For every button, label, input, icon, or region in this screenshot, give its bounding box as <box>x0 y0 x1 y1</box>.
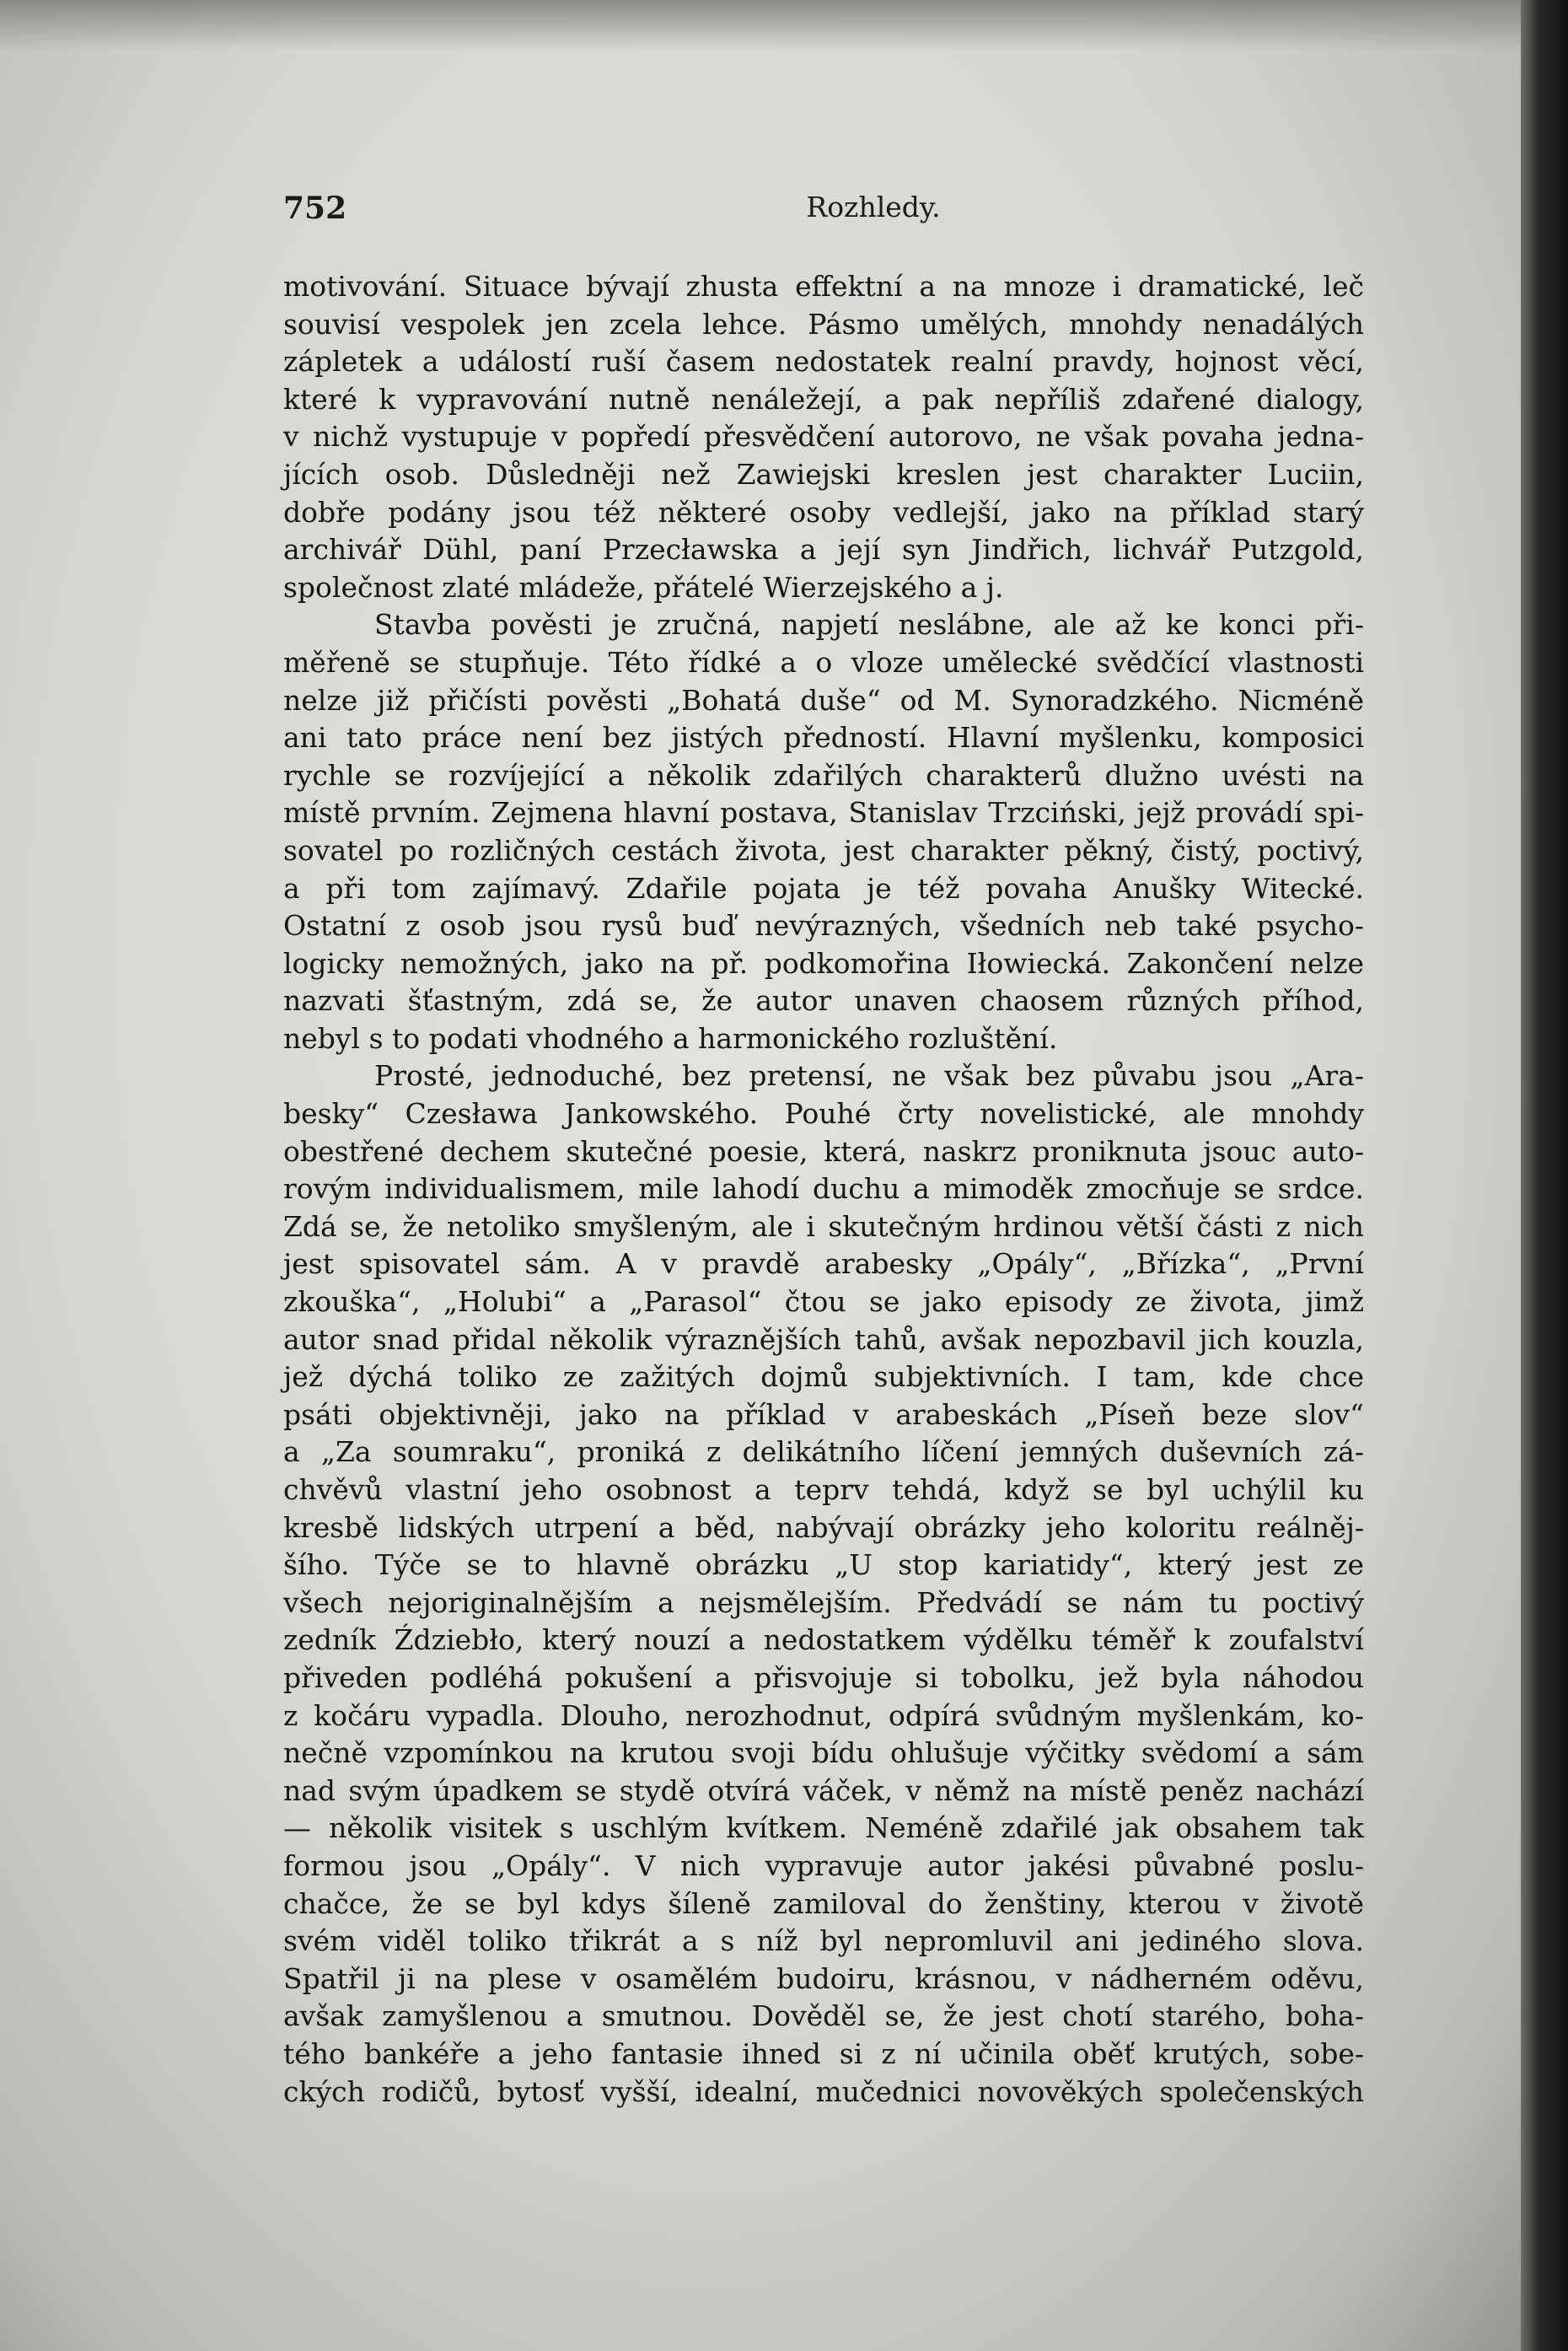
text-line: chačce, že se byl kdys šíleně zamiloval do ženštiny, kterou v životě <box>283 1886 1364 1920</box>
text-line: rychle se rozvíjející a několik zdařilých charakterů dlužno uvésti na <box>283 758 1364 792</box>
text-line: ckých rodičů, bytosť vyšší, idealní, mučednici novověkých společenských <box>283 2074 1364 2108</box>
text-line: Stavba pověsti je zručná, napjetí neslábne, ale až ke konci při- <box>374 608 1364 642</box>
page-number: 752 <box>283 191 347 226</box>
page-right-edge <box>1521 0 1568 2351</box>
text-line: formou jsou „Opály“. V nich vypravuje autor jakési půvabné poslu- <box>283 1848 1364 1882</box>
text-line: avšak zamyšlenou a smutnou. Dověděl se, že jest chotí starého, boha- <box>283 1999 1364 2033</box>
page-header <box>283 191 1388 241</box>
text-line: nelze již přičísti pověsti „Bohatá duše“ od M. Synoradzkého. Nicméně <box>283 683 1364 717</box>
text-line: nad svým úpadkem se stydě otvírá váček, v němž na místě peněz nachází <box>283 1773 1364 1807</box>
text-line: nečně vzpomínkou na krutou svoji bídu ohlušuje výčitky svědomí a sám <box>283 1736 1364 1770</box>
text-line: zedník Ździebło, který nouzí a nedostatkem výdělku téměř k zoufalství <box>283 1623 1364 1657</box>
text-line: tého bankéře a jeho fantasie ihned si z ní učinila oběť krutých, sobe- <box>283 2036 1364 2070</box>
text-line: logicky nemožných, jako na př. podkomořina Iłowiecká. Zakončení nelze <box>283 946 1364 980</box>
text-line: a při tom zajímavý. Zdařile pojata je též povaha Anušky Witecké. <box>283 871 1364 905</box>
text-line: dobře podány jsou též některé osoby vedlejší, jako na příklad starý <box>283 495 1364 529</box>
body-text <box>283 268 1364 2111</box>
running-title: Rozhledy. <box>806 191 941 223</box>
text-line: Spatřil ji na plese v osamělém budoiru, krásnou, v nádherném oděvu, <box>283 1961 1364 1995</box>
text-line: autor snad přidal několik výraznějších tahů, avšak nepozbavil jich kouzla, <box>283 1322 1364 1356</box>
text-line: motivování. Situace bývají zhusta effektní a na mnoze i dramatické, leč <box>283 270 1364 303</box>
text-line: a „Za soumraku“, proniká z delikátního líčení jemných duševních zá- <box>283 1435 1364 1469</box>
text-line: zápletek a událostí ruší časem nedostatek realní pravdy, hojnost věcí, <box>283 345 1364 379</box>
text-line: — několik visitek s uschlým kvítkem. Neméně zdařilé jak obsahem tak <box>283 1811 1364 1845</box>
text-line: psáti objektivněji, jako na příklad v arabeskách „Píseň beze slov“ <box>283 1397 1364 1431</box>
text-line: v nichž vystupuje v popředí přesvědčení autorovo, ne však povaha jedna- <box>283 420 1364 454</box>
text-line: které k vypravování nutně nenáležejí, a pak nepříliš zdařené dialogy, <box>283 382 1364 416</box>
text-line: šího. Týče se to hlavně obrázku „U stop kariatidy“, který jest ze <box>283 1548 1364 1582</box>
page-top-shadow <box>0 0 1568 51</box>
text-line: Prosté, jednoduché, bez pretensí, ne však bez půvabu jsou „Ara- <box>374 1059 1364 1093</box>
text-line: souvisí vespolek jen zcela lehce. Pásmo umělých, mnohdy nenadálých <box>283 307 1364 341</box>
text-line: rovým individualismem, mile lahodí duchu a mimoděk zmocňuje se srdce. <box>283 1172 1364 1206</box>
text-line: jících osob. Důsledněji než Zawiejski kreslen jest charakter Luciin, <box>283 457 1364 491</box>
text-line: místě prvním. Zejmena hlavní postava, Stanislav Trzciński, jejž provádí spi- <box>283 796 1364 830</box>
text-line: přiveden podléhá pokušení a přisvojuje si tobolku, jež byla náhodou <box>283 1660 1364 1694</box>
text-line: nazvati šťastným, zdá se, že autor unaven chaosem různých příhod, <box>283 984 1364 1018</box>
text-line: měřeně se stupňuje. Této řídké a o vloze umělecké svědčící vlastnosti <box>283 645 1364 679</box>
text-line: společnost zlaté mládeže, přátelé Wierzejského a j. <box>283 570 1004 604</box>
text-line: zkouška“, „Holubi“ a „Parasol“ čtou se jako episody ze života, jimž <box>283 1285 1364 1319</box>
text-line: besky“ Czesława Jankowského. Pouhé črty novelistické, ale mnohdy <box>283 1097 1364 1131</box>
text-line: kresbě lidských utrpení a běd, nabývají obrázky jeho koloritu reálněj- <box>283 1510 1364 1544</box>
text-line: obestřené dechem skutečné poesie, která, naskrz proniknuta jsouc auto- <box>283 1134 1364 1168</box>
text-line: Ostatní z osob jsou rysů buď nevýrazných, všedních neb také psycho- <box>283 909 1364 943</box>
text-line: z kočáru vypadla. Dlouho, nerozhodnut, odpírá svůdným myšlenkám, ko- <box>283 1698 1364 1732</box>
text-line: všech nejoriginalnějším a nejsmělejším. Předvádí se nám tu poctivý <box>283 1585 1364 1619</box>
text-line: archivář Dühl, paní Przecławska a její syn Jindřich, lichvář Putzgold, <box>283 533 1364 567</box>
text-line: chvěvů vlastní jeho osobnost a teprv tehdá, když se byl uchýlil ku <box>283 1473 1364 1506</box>
text-line: sovatel po rozličných cestách života, jest charakter pěkný, čistý, poctivý, <box>283 833 1364 867</box>
text-line: ani tato práce není bez jistých předností. Hlavní myšlenku, komposici <box>283 721 1364 755</box>
text-line: nebyl s to podati vhodného a harmonického rozluštění. <box>283 1021 1058 1055</box>
text-line: jež dýchá toliko ze zažitých dojmů subjektivních. I tam, kde chce <box>283 1360 1364 1394</box>
text-line: jest spisovatel sám. A v pravdě arabesky „Opály“, „Břízka“, „První <box>283 1247 1364 1281</box>
text-line: Zdá se, že netoliko smyšleným, ale i skutečným hrdinou větší části z nich <box>283 1209 1364 1243</box>
text-line: svém viděl toliko třikrát a s níž byl nepromluvil ani jediného slova. <box>283 1924 1364 1958</box>
